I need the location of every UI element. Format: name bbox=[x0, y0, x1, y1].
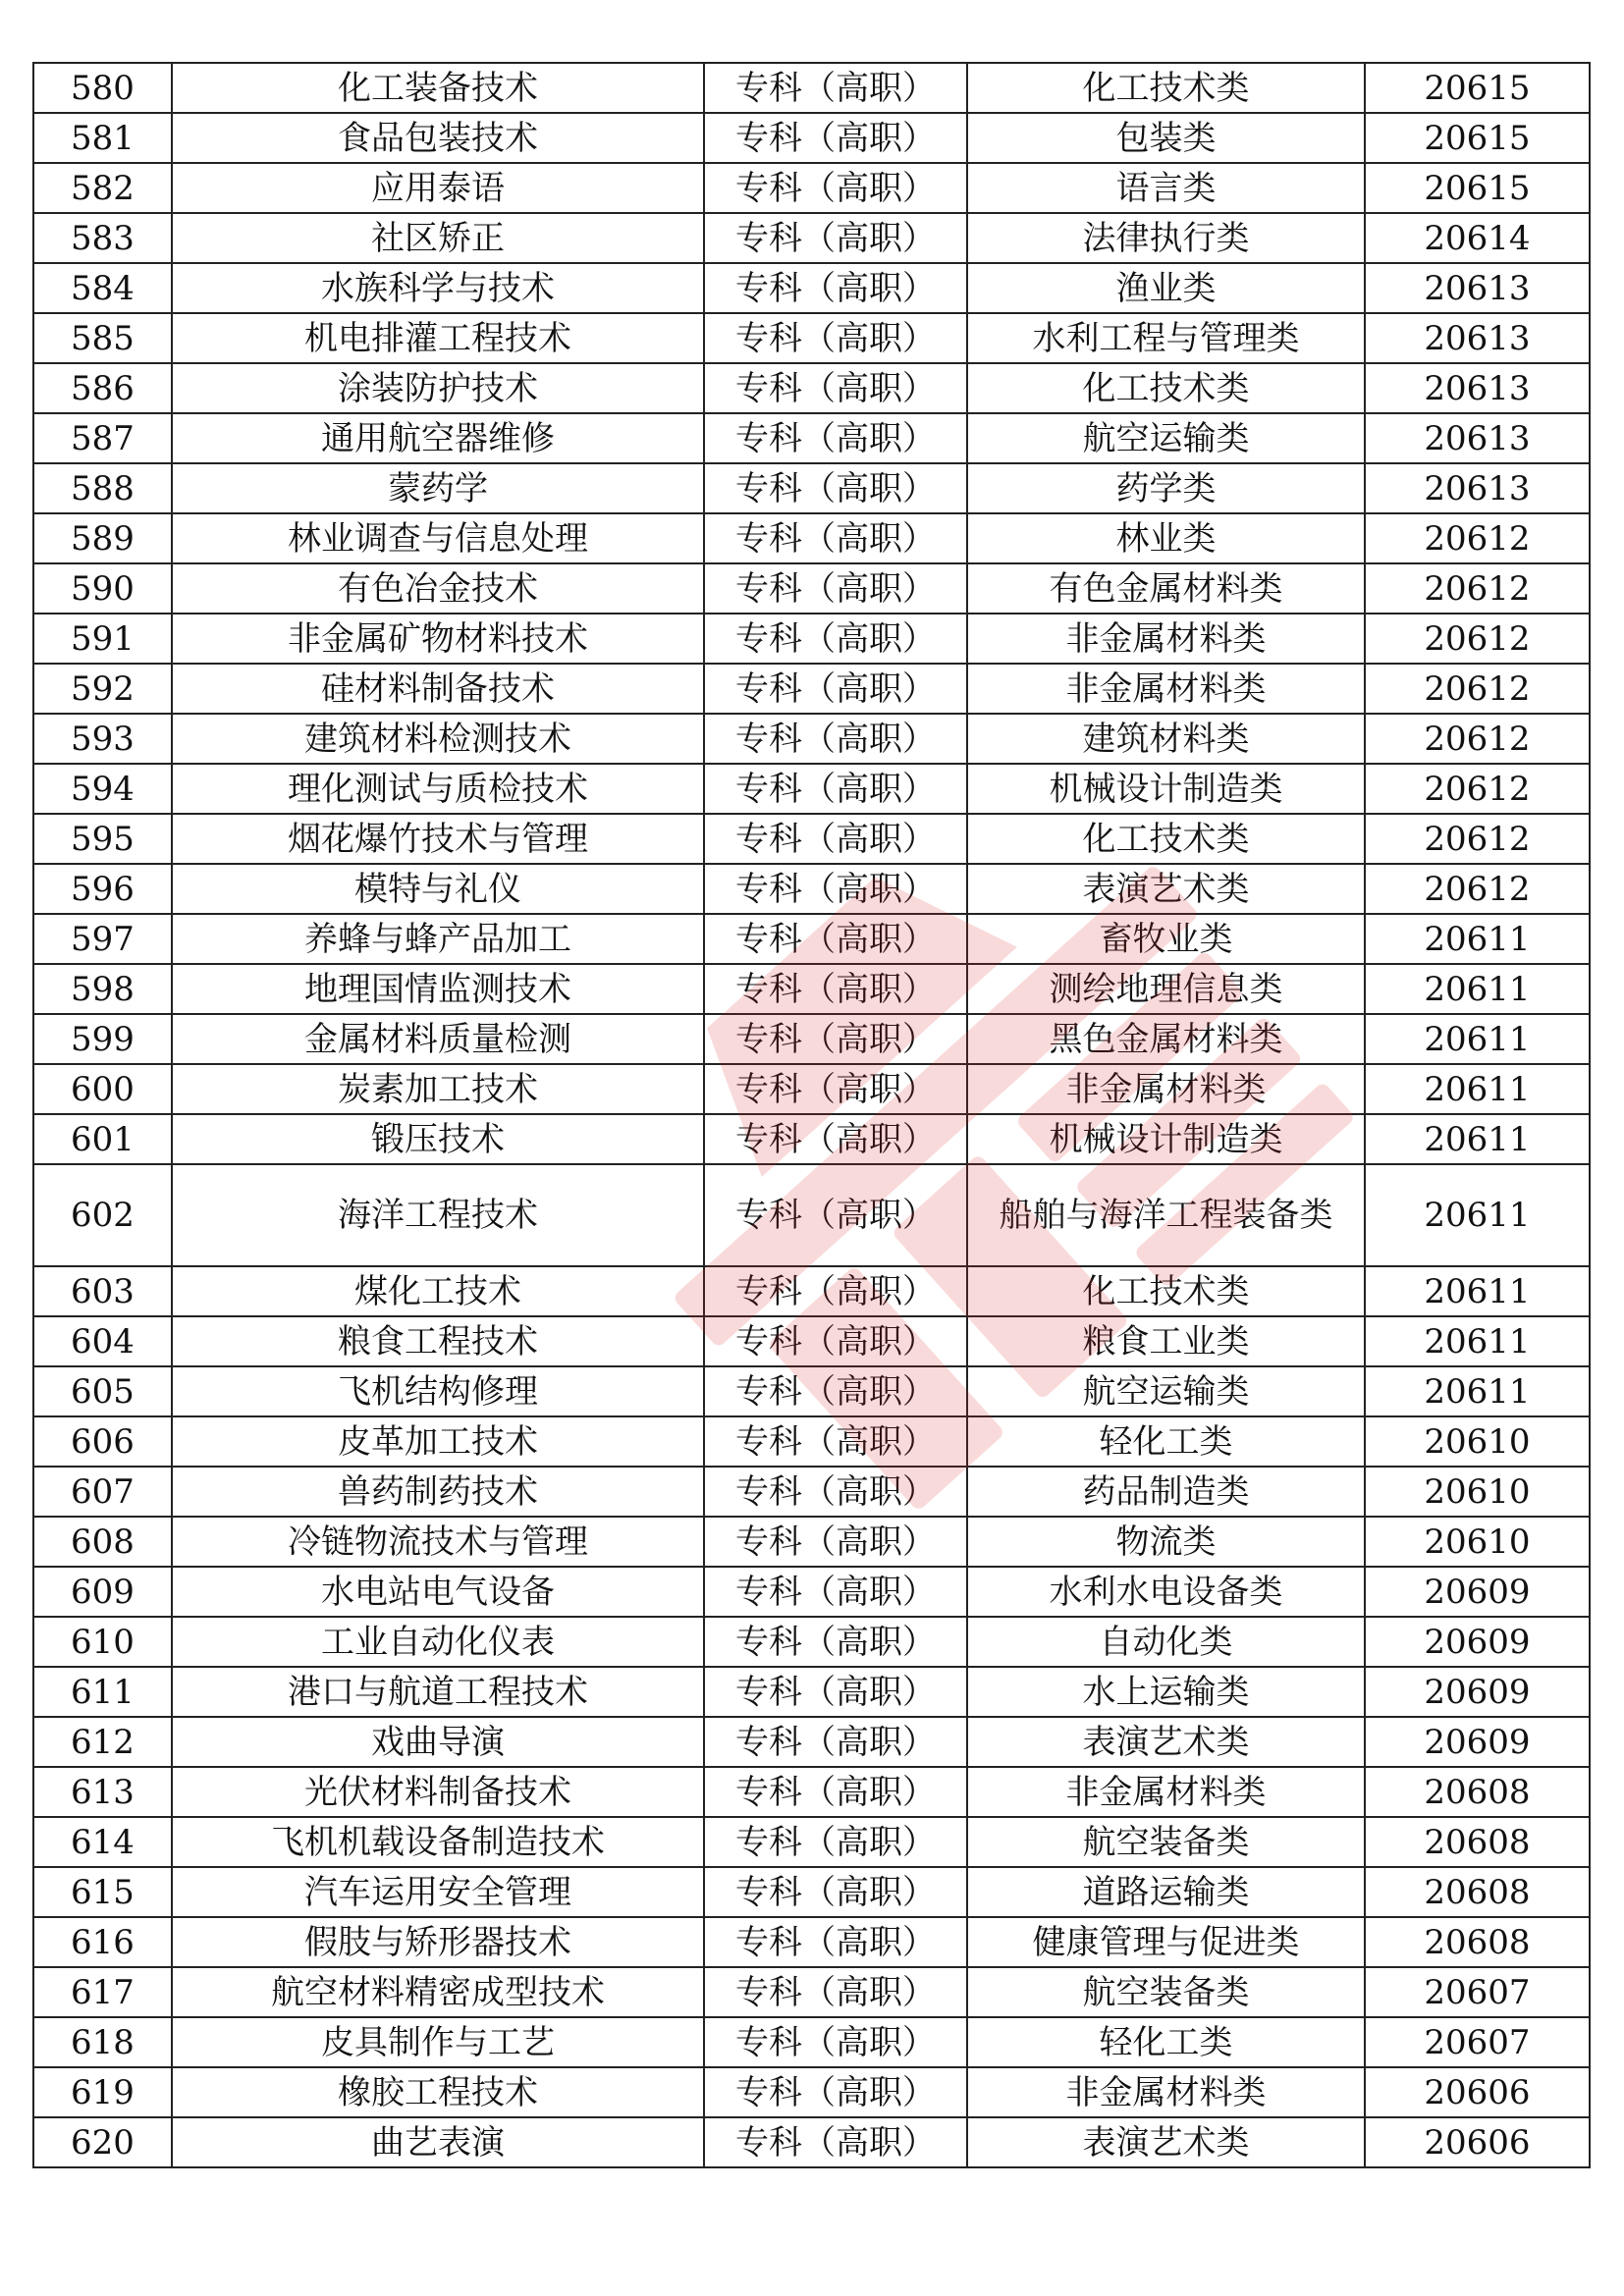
row-number-cell: 591 bbox=[33, 614, 172, 664]
table-row bbox=[33, 1014, 1590, 1064]
score-code-cell: 20611 bbox=[1365, 914, 1590, 964]
major-name-cell: 海洋工程技术 bbox=[172, 1164, 704, 1266]
major-category-cell: 健康管理与促进类 bbox=[967, 1917, 1365, 1967]
row-number-cell: 583 bbox=[33, 213, 172, 263]
table-row bbox=[33, 513, 1590, 563]
major-name-cell: 林业调查与信息处理 bbox=[172, 513, 704, 563]
education-level-cell: 专科（高职） bbox=[704, 1567, 967, 1617]
table-row bbox=[33, 413, 1590, 463]
major-category-cell: 自动化类 bbox=[967, 1617, 1365, 1667]
table-row bbox=[33, 163, 1590, 213]
table-row bbox=[33, 1114, 1590, 1164]
major-name-cell: 非金属矿物材料技术 bbox=[172, 614, 704, 664]
education-level-cell: 专科（高职） bbox=[704, 1467, 967, 1517]
major-name-cell: 应用泰语 bbox=[172, 163, 704, 213]
education-level-cell: 专科（高职） bbox=[704, 363, 967, 413]
score-code-cell: 20606 bbox=[1365, 2117, 1590, 2167]
major-category-cell: 包装类 bbox=[967, 113, 1365, 163]
table-row bbox=[33, 1366, 1590, 1416]
major-category-cell: 黑色金属材料类 bbox=[967, 1014, 1365, 1064]
major-name-cell: 金属材料质量检测 bbox=[172, 1014, 704, 1064]
major-category-cell: 船舶与海洋工程装备类 bbox=[967, 1164, 1365, 1266]
row-number-cell: 606 bbox=[33, 1416, 172, 1467]
score-code-cell: 20613 bbox=[1365, 313, 1590, 363]
education-level-cell: 专科（高职） bbox=[704, 2017, 967, 2067]
score-code-cell: 20611 bbox=[1365, 1064, 1590, 1114]
major-category-cell: 非金属材料类 bbox=[967, 1064, 1365, 1114]
score-code-cell: 20612 bbox=[1365, 864, 1590, 914]
table-row bbox=[33, 213, 1590, 263]
row-number-cell: 612 bbox=[33, 1717, 172, 1767]
table-row bbox=[33, 1467, 1590, 1517]
education-level-cell: 专科（高职） bbox=[704, 63, 967, 113]
major-category-cell: 非金属材料类 bbox=[967, 614, 1365, 664]
education-level-cell: 专科（高职） bbox=[704, 1517, 967, 1567]
major-name-cell: 航空材料精密成型技术 bbox=[172, 1967, 704, 2017]
major-name-cell: 兽药制药技术 bbox=[172, 1467, 704, 1517]
major-name-cell: 地理国情监测技术 bbox=[172, 964, 704, 1014]
major-name-cell: 港口与航道工程技术 bbox=[172, 1667, 704, 1717]
major-category-cell: 法律执行类 bbox=[967, 213, 1365, 263]
row-number-cell: 615 bbox=[33, 1867, 172, 1917]
table-row bbox=[33, 1917, 1590, 1967]
majors-table bbox=[32, 62, 1591, 2168]
score-code-cell: 20611 bbox=[1365, 1164, 1590, 1266]
row-number-cell: 582 bbox=[33, 163, 172, 213]
table-row bbox=[33, 914, 1590, 964]
table-row bbox=[33, 764, 1590, 814]
score-code-cell: 20612 bbox=[1365, 814, 1590, 864]
education-level-cell: 专科（高职） bbox=[704, 313, 967, 363]
score-code-cell: 20611 bbox=[1365, 964, 1590, 1014]
major-name-cell: 涂装防护技术 bbox=[172, 363, 704, 413]
row-number-cell: 581 bbox=[33, 113, 172, 163]
row-number-cell: 600 bbox=[33, 1064, 172, 1114]
score-code-cell: 20609 bbox=[1365, 1667, 1590, 1717]
major-name-cell: 冷链物流技术与管理 bbox=[172, 1517, 704, 1567]
score-code-cell: 20611 bbox=[1365, 1014, 1590, 1064]
table-row bbox=[33, 814, 1590, 864]
education-level-cell: 专科（高职） bbox=[704, 2067, 967, 2117]
education-level-cell: 专科（高职） bbox=[704, 764, 967, 814]
major-category-cell: 测绘地理信息类 bbox=[967, 964, 1365, 1014]
education-level-cell: 专科（高职） bbox=[704, 463, 967, 513]
score-code-cell: 20606 bbox=[1365, 2067, 1590, 2117]
major-category-cell: 畜牧业类 bbox=[967, 914, 1365, 964]
major-category-cell: 化工技术类 bbox=[967, 63, 1365, 113]
score-code-cell: 20613 bbox=[1365, 463, 1590, 513]
major-name-cell: 养蜂与蜂产品加工 bbox=[172, 914, 704, 964]
major-category-cell: 水利工程与管理类 bbox=[967, 313, 1365, 363]
education-level-cell: 专科（高职） bbox=[704, 1164, 967, 1266]
score-code-cell: 20608 bbox=[1365, 1767, 1590, 1817]
row-number-cell: 617 bbox=[33, 1967, 172, 2017]
table-row bbox=[33, 1316, 1590, 1366]
education-level-cell: 专科（高职） bbox=[704, 1667, 967, 1717]
table-row bbox=[33, 63, 1590, 113]
major-category-cell: 航空运输类 bbox=[967, 413, 1365, 463]
major-name-cell: 烟花爆竹技术与管理 bbox=[172, 814, 704, 864]
score-code-cell: 20608 bbox=[1365, 1867, 1590, 1917]
major-name-cell: 飞机机载设备制造技术 bbox=[172, 1817, 704, 1867]
table-row bbox=[33, 1717, 1590, 1767]
major-category-cell: 航空运输类 bbox=[967, 1366, 1365, 1416]
major-name-cell: 水电站电气设备 bbox=[172, 1567, 704, 1617]
row-number-cell: 580 bbox=[33, 63, 172, 113]
major-category-cell: 非金属材料类 bbox=[967, 664, 1365, 714]
table-row bbox=[33, 1164, 1590, 1266]
table-row bbox=[33, 1064, 1590, 1114]
education-level-cell: 专科（高职） bbox=[704, 113, 967, 163]
education-level-cell: 专科（高职） bbox=[704, 1867, 967, 1917]
major-name-cell: 模特与礼仪 bbox=[172, 864, 704, 914]
table-row bbox=[33, 664, 1590, 714]
major-name-cell: 假肢与矫形器技术 bbox=[172, 1917, 704, 1967]
education-level-cell: 专科（高职） bbox=[704, 1617, 967, 1667]
row-number-cell: 618 bbox=[33, 2017, 172, 2067]
major-name-cell: 粮食工程技术 bbox=[172, 1316, 704, 1366]
score-code-cell: 20610 bbox=[1365, 1517, 1590, 1567]
table-row bbox=[33, 1416, 1590, 1467]
score-code-cell: 20609 bbox=[1365, 1617, 1590, 1667]
table-row bbox=[33, 2067, 1590, 2117]
table-row bbox=[33, 1617, 1590, 1667]
table-row bbox=[33, 1517, 1590, 1567]
major-category-cell: 药品制造类 bbox=[967, 1467, 1365, 1517]
major-name-cell: 社区矫正 bbox=[172, 213, 704, 263]
table-row bbox=[33, 313, 1590, 363]
education-level-cell: 专科（高职） bbox=[704, 664, 967, 714]
row-number-cell: 601 bbox=[33, 1114, 172, 1164]
education-level-cell: 专科（高职） bbox=[704, 1366, 967, 1416]
education-level-cell: 专科（高职） bbox=[704, 563, 967, 614]
row-number-cell: 602 bbox=[33, 1164, 172, 1266]
row-number-cell: 596 bbox=[33, 864, 172, 914]
table-row bbox=[33, 363, 1590, 413]
table-row bbox=[33, 2017, 1590, 2067]
row-number-cell: 609 bbox=[33, 1567, 172, 1617]
majors-table-body bbox=[33, 63, 1590, 2167]
major-category-cell: 粮食工业类 bbox=[967, 1316, 1365, 1366]
major-name-cell: 化工装备技术 bbox=[172, 63, 704, 113]
major-name-cell: 橡胶工程技术 bbox=[172, 2067, 704, 2117]
major-category-cell: 化工技术类 bbox=[967, 1266, 1365, 1316]
row-number-cell: 585 bbox=[33, 313, 172, 363]
major-category-cell: 航空装备类 bbox=[967, 1817, 1365, 1867]
major-category-cell: 语言类 bbox=[967, 163, 1365, 213]
score-code-cell: 20612 bbox=[1365, 563, 1590, 614]
major-name-cell: 锻压技术 bbox=[172, 1114, 704, 1164]
row-number-cell: 619 bbox=[33, 2067, 172, 2117]
major-category-cell: 水上运输类 bbox=[967, 1667, 1365, 1717]
education-level-cell: 专科（高职） bbox=[704, 413, 967, 463]
major-name-cell: 皮革加工技术 bbox=[172, 1416, 704, 1467]
score-code-cell: 20612 bbox=[1365, 664, 1590, 714]
education-level-cell: 专科（高职） bbox=[704, 263, 967, 313]
score-code-cell: 20613 bbox=[1365, 413, 1590, 463]
major-name-cell: 食品包装技术 bbox=[172, 113, 704, 163]
education-level-cell: 专科（高职） bbox=[704, 714, 967, 764]
education-level-cell: 专科（高职） bbox=[704, 513, 967, 563]
row-number-cell: 614 bbox=[33, 1817, 172, 1867]
major-category-cell: 表演艺术类 bbox=[967, 1717, 1365, 1767]
major-name-cell: 光伏材料制备技术 bbox=[172, 1767, 704, 1817]
major-name-cell: 炭素加工技术 bbox=[172, 1064, 704, 1114]
score-code-cell: 20611 bbox=[1365, 1366, 1590, 1416]
major-category-cell: 林业类 bbox=[967, 513, 1365, 563]
row-number-cell: 595 bbox=[33, 814, 172, 864]
major-name-cell: 工业自动化仪表 bbox=[172, 1617, 704, 1667]
row-number-cell: 586 bbox=[33, 363, 172, 413]
row-number-cell: 593 bbox=[33, 714, 172, 764]
score-code-cell: 20611 bbox=[1365, 1266, 1590, 1316]
education-level-cell: 专科（高职） bbox=[704, 1817, 967, 1867]
row-number-cell: 588 bbox=[33, 463, 172, 513]
score-code-cell: 20610 bbox=[1365, 1416, 1590, 1467]
score-code-cell: 20607 bbox=[1365, 2017, 1590, 2067]
education-level-cell: 专科（高职） bbox=[704, 2117, 967, 2167]
education-level-cell: 专科（高职） bbox=[704, 1266, 967, 1316]
score-code-cell: 20615 bbox=[1365, 63, 1590, 113]
major-category-cell: 药学类 bbox=[967, 463, 1365, 513]
major-name-cell: 汽车运用安全管理 bbox=[172, 1867, 704, 1917]
row-number-cell: 605 bbox=[33, 1366, 172, 1416]
major-category-cell: 有色金属材料类 bbox=[967, 563, 1365, 614]
row-number-cell: 587 bbox=[33, 413, 172, 463]
major-name-cell: 蒙药学 bbox=[172, 463, 704, 513]
score-code-cell: 20610 bbox=[1365, 1467, 1590, 1517]
table-row bbox=[33, 1817, 1590, 1867]
education-level-cell: 专科（高职） bbox=[704, 814, 967, 864]
major-category-cell: 道路运输类 bbox=[967, 1867, 1365, 1917]
education-level-cell: 专科（高职） bbox=[704, 964, 967, 1014]
education-level-cell: 专科（高职） bbox=[704, 1316, 967, 1366]
major-name-cell: 通用航空器维修 bbox=[172, 413, 704, 463]
education-level-cell: 专科（高职） bbox=[704, 1967, 967, 2017]
major-name-cell: 曲艺表演 bbox=[172, 2117, 704, 2167]
score-code-cell: 20608 bbox=[1365, 1817, 1590, 1867]
major-category-cell: 化工技术类 bbox=[967, 814, 1365, 864]
major-name-cell: 建筑材料检测技术 bbox=[172, 714, 704, 764]
row-number-cell: 603 bbox=[33, 1266, 172, 1316]
score-code-cell: 20608 bbox=[1365, 1917, 1590, 1967]
major-category-cell: 水利水电设备类 bbox=[967, 1567, 1365, 1617]
table-row bbox=[33, 964, 1590, 1014]
major-name-cell: 理化测试与质检技术 bbox=[172, 764, 704, 814]
score-code-cell: 20613 bbox=[1365, 263, 1590, 313]
table-row bbox=[33, 1767, 1590, 1817]
row-number-cell: 613 bbox=[33, 1767, 172, 1817]
row-number-cell: 611 bbox=[33, 1667, 172, 1717]
education-level-cell: 专科（高职） bbox=[704, 614, 967, 664]
education-level-cell: 专科（高职） bbox=[704, 1014, 967, 1064]
education-level-cell: 专科（高职） bbox=[704, 864, 967, 914]
education-level-cell: 专科（高职） bbox=[704, 1416, 967, 1467]
major-category-cell: 表演艺术类 bbox=[967, 864, 1365, 914]
table-row bbox=[33, 1266, 1590, 1316]
major-name-cell: 戏曲导演 bbox=[172, 1717, 704, 1767]
table-row bbox=[33, 1867, 1590, 1917]
major-category-cell: 化工技术类 bbox=[967, 363, 1365, 413]
education-level-cell: 专科（高职） bbox=[704, 1114, 967, 1164]
education-level-cell: 专科（高职） bbox=[704, 914, 967, 964]
major-category-cell: 轻化工类 bbox=[967, 1416, 1365, 1467]
row-number-cell: 610 bbox=[33, 1617, 172, 1667]
row-number-cell: 608 bbox=[33, 1517, 172, 1567]
row-number-cell: 604 bbox=[33, 1316, 172, 1366]
row-number-cell: 598 bbox=[33, 964, 172, 1014]
score-code-cell: 20613 bbox=[1365, 363, 1590, 413]
row-number-cell: 584 bbox=[33, 263, 172, 313]
table-row bbox=[33, 614, 1590, 664]
score-code-cell: 20612 bbox=[1365, 614, 1590, 664]
major-category-cell: 表演艺术类 bbox=[967, 2117, 1365, 2167]
table-row bbox=[33, 864, 1590, 914]
education-level-cell: 专科（高职） bbox=[704, 1917, 967, 1967]
score-code-cell: 20612 bbox=[1365, 714, 1590, 764]
education-level-cell: 专科（高职） bbox=[704, 1717, 967, 1767]
table-row bbox=[33, 113, 1590, 163]
education-level-cell: 专科（高职） bbox=[704, 1064, 967, 1114]
table-row bbox=[33, 714, 1590, 764]
row-number-cell: 616 bbox=[33, 1917, 172, 1967]
score-code-cell: 20611 bbox=[1365, 1316, 1590, 1366]
score-code-cell: 20612 bbox=[1365, 764, 1590, 814]
major-name-cell: 飞机结构修理 bbox=[172, 1366, 704, 1416]
major-category-cell: 建筑材料类 bbox=[967, 714, 1365, 764]
table-row bbox=[33, 1567, 1590, 1617]
row-number-cell: 597 bbox=[33, 914, 172, 964]
major-name-cell: 有色冶金技术 bbox=[172, 563, 704, 614]
score-code-cell: 20615 bbox=[1365, 113, 1590, 163]
major-category-cell: 航空装备类 bbox=[967, 1967, 1365, 2017]
row-number-cell: 594 bbox=[33, 764, 172, 814]
major-name-cell: 机电排灌工程技术 bbox=[172, 313, 704, 363]
score-code-cell: 20609 bbox=[1365, 1717, 1590, 1767]
score-code-cell: 20609 bbox=[1365, 1567, 1590, 1617]
major-name-cell: 水族科学与技术 bbox=[172, 263, 704, 313]
education-level-cell: 专科（高职） bbox=[704, 163, 967, 213]
major-name-cell: 皮具制作与工艺 bbox=[172, 2017, 704, 2067]
score-code-cell: 20611 bbox=[1365, 1114, 1590, 1164]
major-name-cell: 煤化工技术 bbox=[172, 1266, 704, 1316]
table-row bbox=[33, 463, 1590, 513]
education-level-cell: 专科（高职） bbox=[704, 213, 967, 263]
row-number-cell: 589 bbox=[33, 513, 172, 563]
score-code-cell: 20615 bbox=[1365, 163, 1590, 213]
table-row bbox=[33, 2117, 1590, 2167]
table-row bbox=[33, 263, 1590, 313]
education-level-cell: 专科（高职） bbox=[704, 1767, 967, 1817]
major-category-cell: 渔业类 bbox=[967, 263, 1365, 313]
row-number-cell: 590 bbox=[33, 563, 172, 614]
major-category-cell: 非金属材料类 bbox=[967, 2067, 1365, 2117]
row-number-cell: 620 bbox=[33, 2117, 172, 2167]
row-number-cell: 592 bbox=[33, 664, 172, 714]
score-code-cell: 20614 bbox=[1365, 213, 1590, 263]
score-code-cell: 20612 bbox=[1365, 513, 1590, 563]
major-name-cell: 硅材料制备技术 bbox=[172, 664, 704, 714]
major-category-cell: 非金属材料类 bbox=[967, 1767, 1365, 1817]
major-category-cell: 物流类 bbox=[967, 1517, 1365, 1567]
major-category-cell: 轻化工类 bbox=[967, 2017, 1365, 2067]
row-number-cell: 607 bbox=[33, 1467, 172, 1517]
major-category-cell: 机械设计制造类 bbox=[967, 764, 1365, 814]
table-row bbox=[33, 563, 1590, 614]
score-code-cell: 20607 bbox=[1365, 1967, 1590, 2017]
row-number-cell: 599 bbox=[33, 1014, 172, 1064]
major-category-cell: 机械设计制造类 bbox=[967, 1114, 1365, 1164]
table-row bbox=[33, 1667, 1590, 1717]
table-row bbox=[33, 1967, 1590, 2017]
